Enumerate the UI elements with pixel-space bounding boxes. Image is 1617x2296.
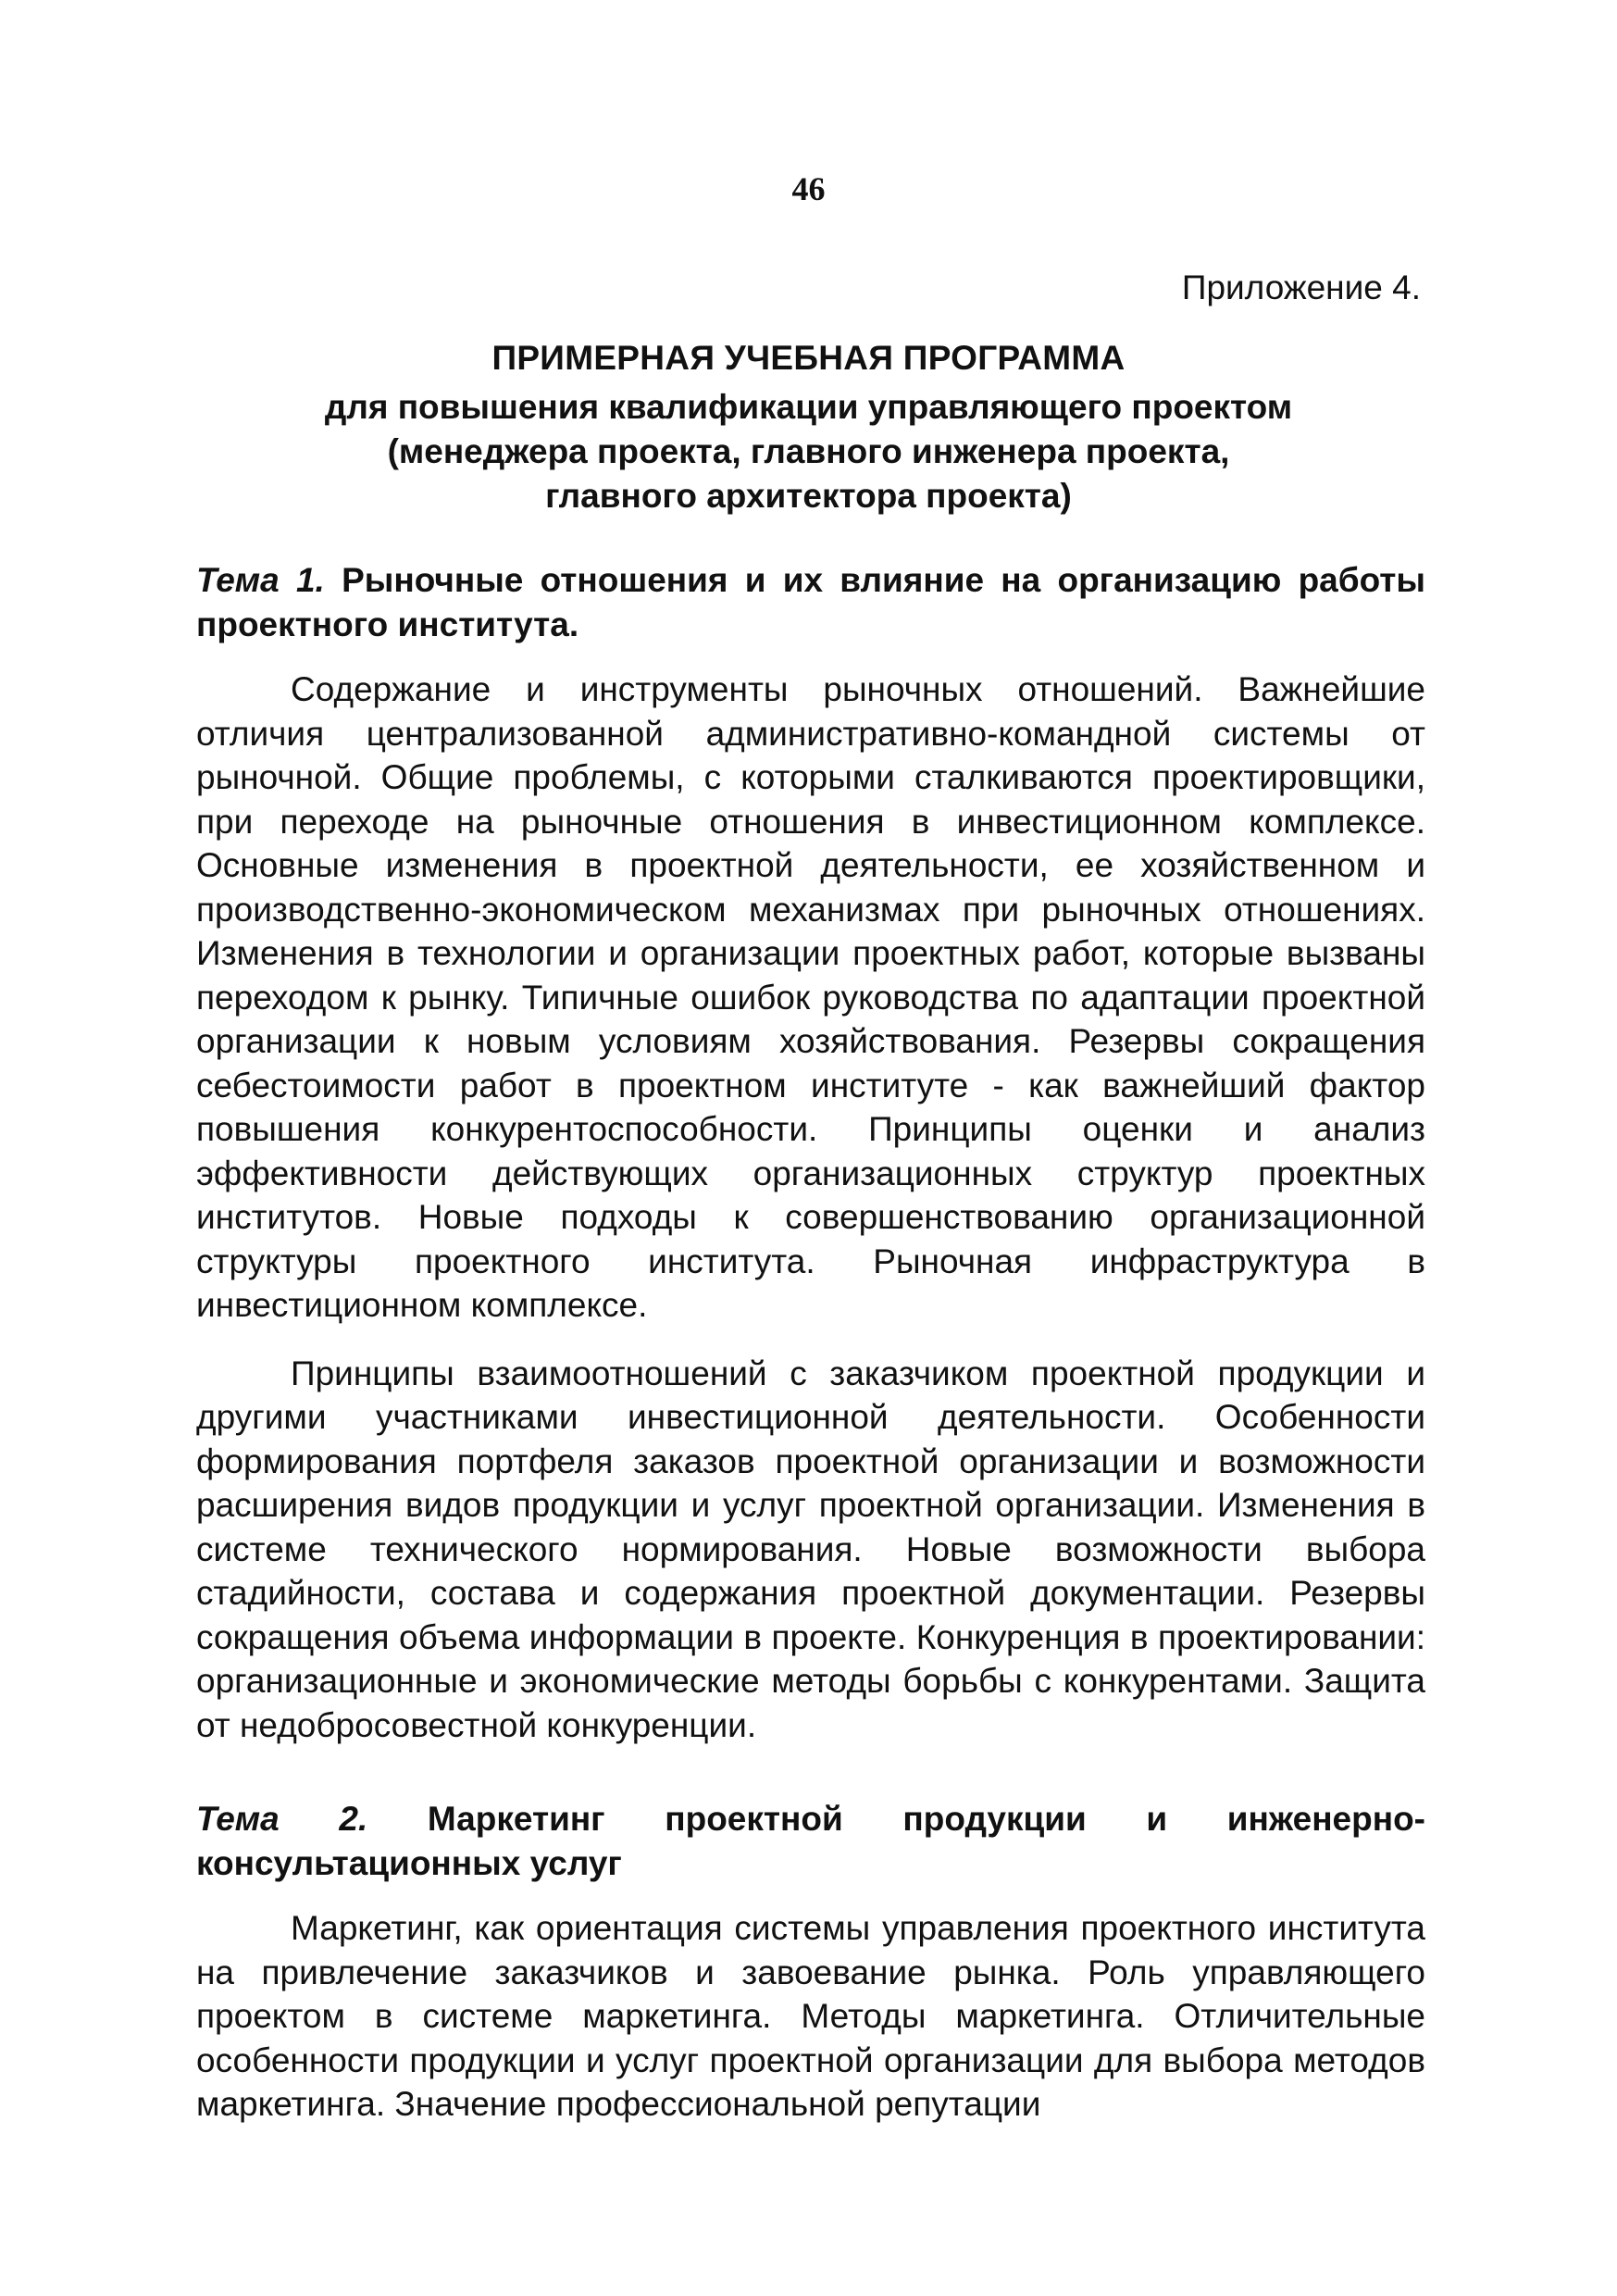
page-number: 46 xyxy=(791,170,826,207)
topic-heading xyxy=(196,1797,1425,1885)
program-title: ПРИМЕРНАЯ УЧЕБНАЯ ПРОГРАММА xyxy=(491,339,1126,377)
body-paragraph: Маркетинг, как ориентация системы управления проектного института на привлечение заказчиков и завоевание рынка. Роль управляющего проектом в системе маркетинга. Методы маркетинга. Отличительные особенности продукции и услуг проектной организации для выбора методов маркетинга. Значение профессиональной репутации xyxy=(196,1909,1425,2123)
topic-label: Тема 1. xyxy=(196,561,325,599)
program-subtitle-line: (менеджера проекта, главного инженера проекта, xyxy=(387,432,1230,470)
topic-label: Тема 2. xyxy=(196,1800,368,1838)
topic-heading xyxy=(196,558,1425,646)
program-heading xyxy=(0,331,1617,518)
topic-title: Рыночные отношения и их влияние на организацию работы проектного института. xyxy=(196,561,1425,643)
appendix-label: Приложение 4. xyxy=(1181,268,1421,306)
document-body xyxy=(196,558,1425,2127)
body-paragraph: Принципы взаимоотношений с заказчиком проектной продукции и другими участниками инвестиционной деятельности. Особенности формирования портфеля заказов проектной организации и возможности расширения видов продукции и услуг проектной организации. Изменения в системе технического нормирования. Новые возможности выбора стадийности, состава и содержания проектной документации. Резервы сокращения объема информации в проекте. Конкуренция в проектировании: организационные и экономические методы борьбы с конкурентами. Защита от недобросовестной конкуренции. xyxy=(196,1354,1425,1744)
topic-title: Маркетинг проектной продукции и инженерно-консультационных услуг xyxy=(196,1800,1426,1882)
program-subtitle-line: главного архитектора проекта) xyxy=(545,477,1072,515)
body-paragraph: Содержание и инструменты рыночных отношений. Важнейшие отличия централизованной административно-командной системы от рыночной. Общие проблемы, с которыми сталкиваются проектировщики, при переходе на рыночные отношения в инвестиционном комплексе. Основные изменения в проектной деятельности, ее хозяйственном и производственно-экономическом механизмах при рыночных отношениях. Изменения в технологии и организации проектных работ, которые вызваны переходом к рынку. Типичные ошибок руководства по адаптации проектной организации к новым условиям хозяйствования. Резервы сокращения себестоимости работ в проектном институте - как важнейший фактор повышения конкурентоспособности. Принципы оценки и анализ эффективности действующих организационных структур проектных институтов. Новые подходы к совершенствованию организационной структуры проектного института. Рыночная инфраструктура в инвестиционном комплексе. xyxy=(196,670,1425,1324)
program-subtitle-line: для повышения квалификации управляющего проектом xyxy=(324,388,1293,426)
